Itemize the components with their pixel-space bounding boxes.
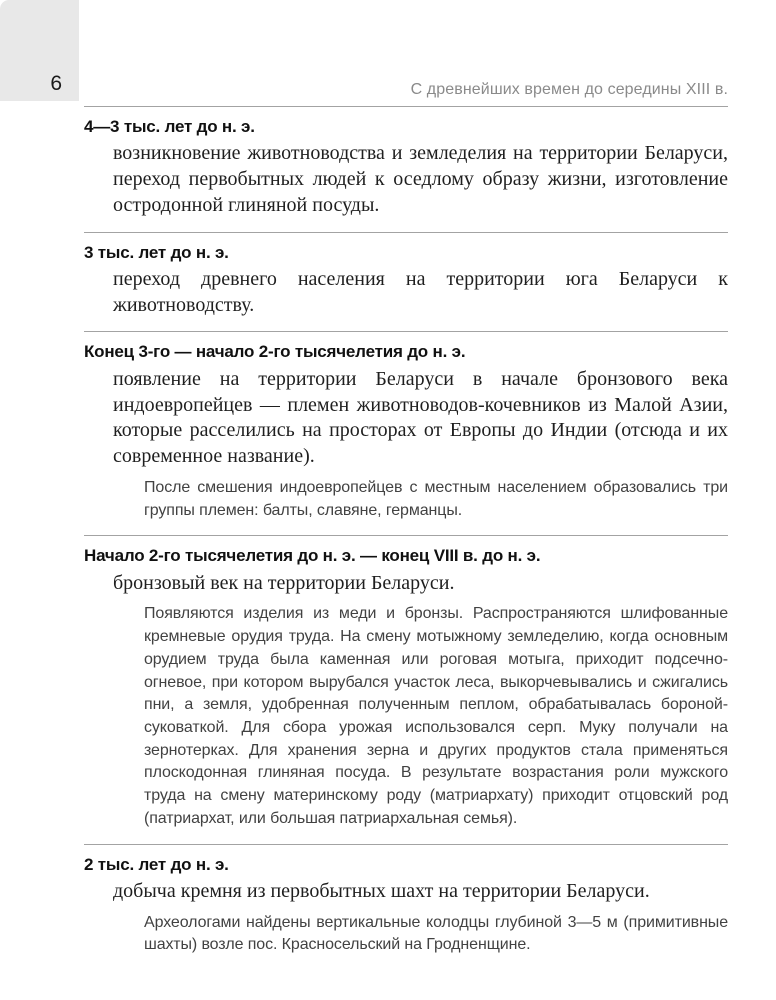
entry-date-heading: Начало 2-го тысячелетия до н. э. — конец VIII в. до н. э. [84,546,541,566]
entry-body: возникновение животноводства и земледелия на территории Беларуси, переход первобытных людей к оседлому образу жизни, изготовление остродонной глиняной посуды. [113,142,728,216]
entry-body: бронзовый век на территории Беларуси. [113,571,455,594]
entry-date-heading: 3 тыс. лет до н. э. [84,242,229,262]
timeline-entry [84,233,728,333]
timeline-entry [84,332,728,536]
entry-date-heading: 4—3 тыс. лет до н. э. [84,117,255,136]
timeline-content [84,106,728,970]
entry-note: Появляются изделия из меди и бронзы. Распространяются шлифованные кремневые орудия труда. На смену мотыжному земледелию, когда основным орудием труда была каменная или роговая мотыга, приходит подсечно-огневое, при котором вырубался участок леса, выкорчевывались и сжигались пни, а земля, удобренная полученным пеплом, обрабатывалась бороной-суковаткой. Для сбора урожая использовался серп. Муку получали на зернотерках. Для хранения зерна и других продуктов стала применяться плоскодонная глиняная посуда. В результате возрастания роли мужского труда на смену материнскому роду (матриархату) приходит отцовский род (патриархат, или большая патриархальная семья). [144,605,728,827]
entry-date-heading: 2 тыс. лет до н. э. [84,854,229,874]
entry-date-heading: Конец 3-го — начало 2-го тысячелетия до н. э. [84,342,466,362]
timeline-entry [84,845,728,970]
entry-note: Археологами найдены вертикальные колодцы глубиной 3—5 м (примитивные шахты) возле пос. Красносельский на Гродненщине. [144,913,728,954]
entry-body: появление на территории Беларуси в начале бронзового века индоевропейцев — племен животноводов-кочевников из Малой Азии, которые расселились на просторах от Европы до Индии (отсюда и их современное название). [113,367,728,468]
timeline-entry [84,107,728,233]
page-number: 6 [50,72,62,95]
page-number-block [0,0,79,101]
timeline-entry [84,536,728,844]
entry-body: переход древнего населения на территории юга Беларуси к животноводству. [113,267,728,316]
entry-note: После смешения индоевропейцев с местным населением образовались три группы племен: балты, славяне, германцы. [144,478,728,519]
running-header: С древнейших времен до середины XIII в. [410,81,728,98]
entry-body: добыча кремня из первобытных шахт на территории Беларуси. [113,879,650,902]
